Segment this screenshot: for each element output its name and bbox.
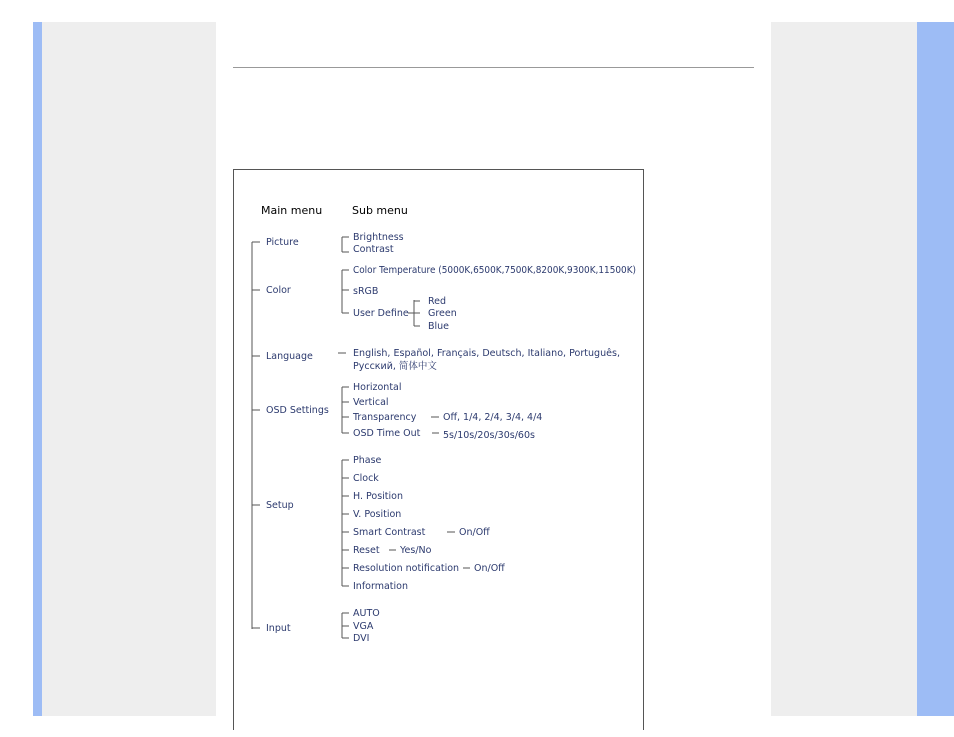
submenu-phase: Phase [353, 455, 382, 466]
submenu-reset: Reset [353, 545, 380, 556]
user-define-red: Red [428, 296, 447, 307]
submenu-resolution-notification: Resolution notification [353, 563, 460, 574]
menu-osd-settings: OSD Settings [266, 405, 329, 416]
submenu-contrast: Contrast [353, 244, 394, 255]
submenu-smart-contrast: Smart Contrast [353, 527, 426, 538]
menu-tree [234, 170, 643, 730]
submenu-vga: VGA [353, 621, 374, 632]
main-menu-header: Main menu [261, 204, 323, 217]
submenu-color-temperature: Color Temperature (5000K,6500K,7500K,8200K,9300K,11500K) [353, 265, 636, 276]
transparency-values: Off, 1/4, 2/4, 3/4, 4/4 [443, 412, 543, 423]
submenu-osd-time-out: OSD Time Out [353, 428, 421, 439]
resolution-notification-values: On/Off [474, 563, 505, 574]
language-options-line2: Русский, 简体中文 [353, 361, 437, 372]
left-accent-bar [33, 22, 42, 716]
submenu-user-define: User Define [353, 308, 409, 319]
submenu-h-position: H. Position [353, 491, 404, 502]
submenu-vertical: Vertical [353, 397, 389, 408]
osd-menu-diagram [233, 169, 644, 730]
sub-menu-header: Sub menu [352, 204, 408, 217]
submenu-brightness: Brightness [353, 232, 404, 243]
right-margin-panel [771, 22, 917, 716]
left-margin-panel [42, 22, 216, 716]
horizontal-rule [233, 67, 754, 68]
submenu-horizontal: Horizontal [353, 382, 402, 393]
time-out-values: 5s/10s/20s/30s/60s [443, 430, 535, 441]
language-options-line1: English, Español, Français, Deutsch, Italiano, Português, [353, 348, 620, 359]
user-define-blue: Blue [428, 321, 450, 332]
submenu-srgb: sRGB [353, 286, 379, 297]
menu-setup: Setup [266, 500, 294, 511]
submenu-auto: AUTO [353, 608, 380, 619]
submenu-information: Information [353, 581, 408, 592]
submenu-v-position: V. Position [353, 509, 402, 520]
reset-values: Yes/No [400, 545, 432, 556]
right-accent-bar [917, 22, 954, 716]
menu-input: Input [266, 623, 291, 634]
submenu-clock: Clock [353, 473, 379, 484]
menu-color: Color [266, 285, 291, 296]
menu-language: Language [266, 351, 313, 362]
menu-picture: Picture [266, 237, 299, 248]
smart-contrast-values: On/Off [459, 527, 490, 538]
submenu-dvi: DVI [353, 633, 370, 644]
submenu-transparency: Transparency [353, 412, 417, 423]
user-define-green: Green [428, 308, 457, 319]
